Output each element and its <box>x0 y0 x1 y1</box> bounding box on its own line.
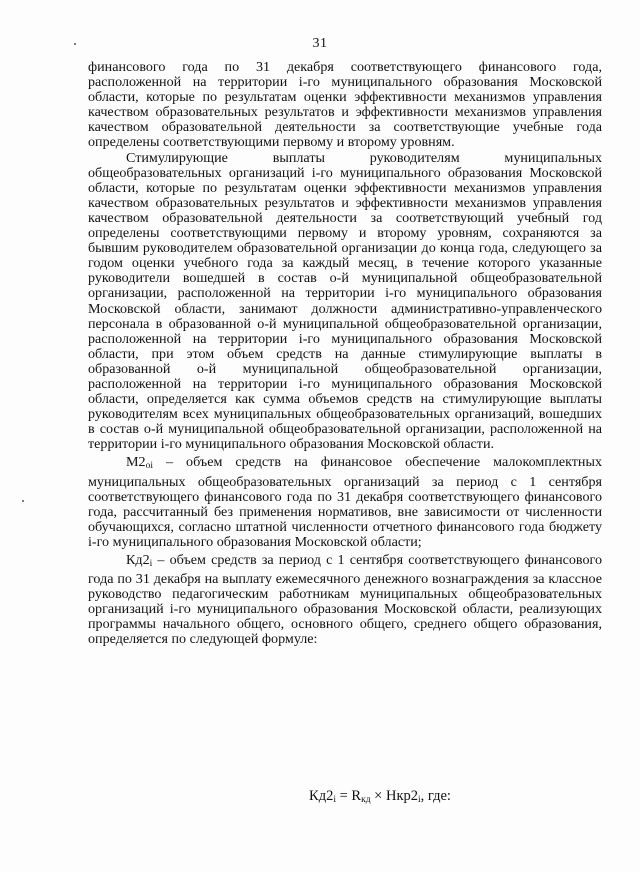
document-body <box>88 60 602 648</box>
paragraph-continuation: финансового года по 31 декабря соответствующего финансового года, расположенной на территории i-го муниципального образования Московской области, которые по результатам оценки эффективности механизмов управления качеством образовательных результатов и эффективности механизмов управления качеством образовательной деятельности за соответствующие учебные года определены соответствующими первому и второму уровням. <box>88 59 602 151</box>
formula-kd2: $Кд2_i = R_{кд} \times Нкр2_i$, где: <box>309 788 451 805</box>
paragraph-m2-definition: $М2_{oi}$ – объем средств на финансовое обеспечение малокомплектных муниципальных общеобразовательных организаций за период с 1 сентября соответствующего финансового года по 31 декабря соответствующего финансового года, рассчитанный без применения нормативов, вне зависимости от численности обучающихся, согласно штатной численности отчетного финансового года бюджету i-го муниципального образования Московской области; <box>88 454 602 550</box>
variable-kd2: $Кд2_i$ <box>126 552 153 569</box>
variable-m2: $М2_{oi}$ <box>126 454 153 472</box>
scan-speck <box>74 43 76 45</box>
scan-speck <box>22 500 24 502</box>
paragraph-kd2-definition: $Кд2_i$ – объем средств за период с 1 сентября соответствующего финансового года по 31 декабря на выплату ежемесячного денежного вознаграждения за классное руководство педагогическим работникам муниципальных общеобразовательных организаций i-го муниципального образования Московской области, реализующих программы начального общего, основного общего, среднего общего образования, определяется по следующей формуле: <box>88 552 602 648</box>
paragraph-incentive-payments: Стимулирующие выплаты руководителям муниципальных общеобразовательных организаций i-го муниципального образования Московской области, которые по результатам оценки эффективности механизмов управления качеством образовательных результатов и эффективности механизмов управления качеством образовательной деятельности за соответствующий учебный год определены соответствующими первому и второму уровням, сохраняются за бывшим руководителем образовательной организации до конца года, следующего за годом оценки учебного года за каждый месяц, в течение которого указанные руководители вошедшей в состав о-й муниципальной общеобразовательной организации, расположенной на территории i-го муниципального образования Московской области, занимают должности административно-управленческого персонала в образованной о-й муниципальной общеобразовательной организации, расположенной на территории i-го муниципального образования Московской области, при этом объем средств на данные стимулирующие выплаты в образованной о-й муниципальной общеобразовательной организации, расположенной на территории i-го муниципального образования Московской области, определяется как сумма объемов средств на стимулирующие выплаты руководителям всех муниципальных общеобразовательных организаций, вошедших в состав о-й муниципальной общеобразовательной организации, расположенной на территории i-го муниципального образования Московской области. <box>88 149 602 453</box>
page-number: 31 <box>312 36 328 51</box>
